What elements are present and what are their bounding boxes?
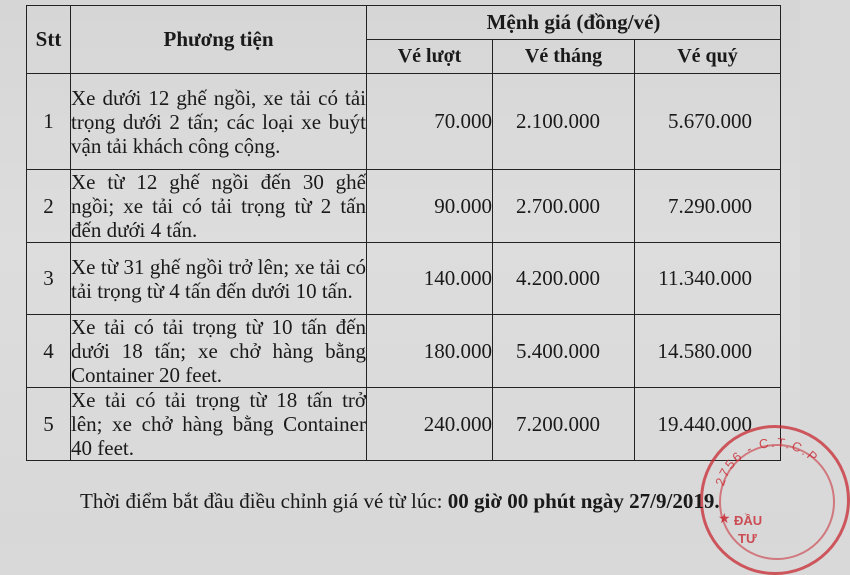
- row-vehicle: Xe tải có tải trọng từ 10 tấn đến dưới 18 tấn; xe chở hàng bằng Container 20 feet.: [71, 315, 366, 387]
- row-single-price: 240.000: [367, 388, 493, 461]
- svg-text:2756 - C: 2756 - C.T.C.P: [712, 434, 822, 488]
- table-row: [27, 315, 781, 388]
- row-vehicle: Xe từ 31 ghế ngồi trở lên; xe tải có tải trọng từ 4 tấn đến dưới 10 tấn.: [71, 243, 367, 315]
- row-vehicle: Xe từ 12 ghế ngồi đến 30 ghế ngồi; xe tải có tải trọng từ 2 tấn đến dưới 4 tấn.: [71, 170, 366, 242]
- row-quarterly-price: 7.290.000: [635, 170, 781, 243]
- seal-star: ★: [718, 510, 731, 526]
- table-row: [27, 388, 781, 461]
- table-row: [27, 243, 781, 315]
- row-stt: 4: [27, 315, 71, 388]
- table-row: [27, 170, 781, 243]
- header-single-ticket: Vé lượt: [367, 40, 493, 74]
- seal-abbr: C.T.C.P: [757, 434, 822, 466]
- header-vehicle: Phương tiện: [71, 6, 367, 74]
- header-row: [27, 6, 781, 40]
- row-monthly-price: 5.400.000: [493, 315, 635, 388]
- seal-number: 2756: [712, 447, 746, 488]
- row-monthly-price: 2.700.000: [493, 170, 635, 243]
- effective-date-note: [24, 488, 784, 514]
- row-monthly-price: 2.100.000: [493, 74, 635, 170]
- row-single-price: 180.000: [367, 315, 493, 388]
- row-stt: 2: [27, 170, 71, 243]
- row-single-price: 70.000: [367, 74, 493, 170]
- header-stt: Stt: [27, 6, 71, 74]
- seal-word-1: ĐẦU: [734, 513, 763, 528]
- row-monthly-price: 7.200.000: [493, 388, 635, 461]
- header-monthly-ticket: Vé tháng: [493, 40, 635, 74]
- table-row: [27, 74, 781, 170]
- row-monthly-price: 4.200.000: [493, 243, 635, 315]
- note-effective-time: 00 giờ 00 phút ngày 27/9/2019.: [447, 489, 720, 513]
- seal-word-2: TƯ: [738, 531, 757, 546]
- row-stt: 5: [27, 388, 71, 461]
- fare-table: [26, 5, 781, 461]
- row-quarterly-price: 5.670.000: [635, 74, 781, 170]
- row-vehicle: Xe tải có tải trọng từ 18 tấn trở lên; xe chở hàng bằng Container 40 feet.: [71, 388, 366, 460]
- row-quarterly-price: 19.440.000: [635, 388, 781, 461]
- header-quarterly-ticket: Vé quý: [635, 40, 781, 74]
- row-stt: 1: [27, 74, 71, 170]
- header-price-group: Mệnh giá (đồng/vé): [367, 6, 781, 40]
- row-quarterly-price: 11.340.000: [635, 243, 781, 315]
- row-single-price: 140.000: [367, 243, 493, 315]
- row-stt: 3: [27, 243, 71, 315]
- note-text: Thời điểm bắt đầu điều chỉnh giá vé từ lúc:: [80, 489, 448, 513]
- row-quarterly-price: 14.580.000: [635, 315, 781, 388]
- row-vehicle: Xe dưới 12 ghế ngồi, xe tải có tải trọng dưới 2 tấn; các loại xe buýt vận tải khách công cộng.: [71, 74, 367, 170]
- row-single-price: 90.000: [367, 170, 493, 243]
